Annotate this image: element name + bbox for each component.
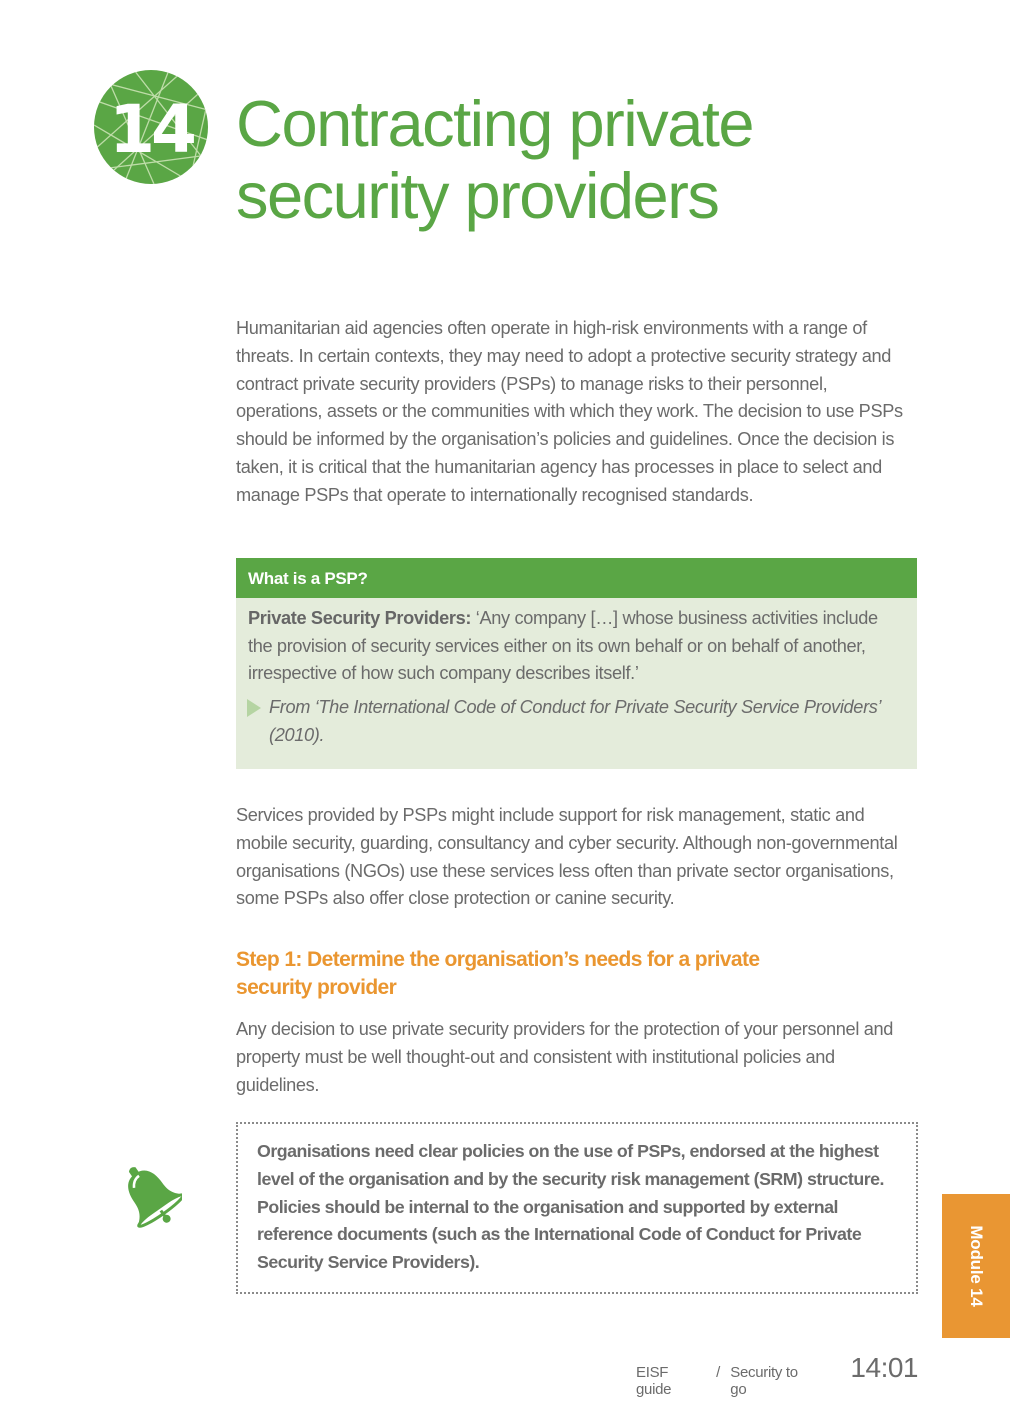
- page-number: 14:01: [850, 1352, 918, 1383]
- footer-guide-name: EISF guide: [636, 1364, 672, 1398]
- psp-source-text: From ‘The International Code of Conduct for Private Security Service Providers’ (2010).: [269, 696, 881, 745]
- important-note-box: [236, 1122, 918, 1294]
- module-tab[interactable]: [942, 1194, 1010, 1338]
- chapter-badge-icon: [94, 70, 208, 184]
- psp-definition: [248, 605, 905, 688]
- psp-source: [269, 693, 905, 749]
- psp-definition-text: ‘Any company […] whose business activities include the provision of security services either on its own behalf or on behalf of another, irrespective of how such company describes itself.’: [248, 608, 878, 684]
- important-note-text: Organisations need clear policies on the use of PSPs, endorsed at the highest level of the organisation and by the security risk management (SRM) structure. Policies should be internal to the organisation and supported by external reference documents (such as the International Code of Conduct for Private Security Service Providers).: [257, 1141, 884, 1273]
- chapter-number-badge: [94, 70, 208, 184]
- services-paragraph: Services provided by PSPs might include support for risk management, static and mobile security, guarding, consultancy and cyber security. Although non-governmental organisations (NGOs) use these services less often than private sector organisations, some PSPs also offer close protection or canine security.: [236, 805, 898, 909]
- step-1-heading: Step 1: Determine the organisation’s needs for a private security provider: [236, 948, 760, 999]
- psp-term: Private Security Providers:: [248, 608, 472, 628]
- module-tab-label: Module 14: [967, 1225, 986, 1307]
- intro-paragraph: Humanitarian aid agencies often operate in high-risk environments with a range of threats. In certain contexts, they may need to adopt a protective security strategy and contract private security providers (PSPs) to manage risks to their personnel, operations, assets or the communities with which they work. The decision to use PSPs should be informed by the organisation’s policies and guidelines. Once the decision is taken, it is critical that the humanitarian agency has processes in place to select and manage PSPs that operate to internationally recognised standards.: [236, 318, 903, 505]
- psp-box-heading: What is a PSP?: [236, 558, 917, 598]
- step-1-paragraph: Any decision to use private security providers for the protection of your personnel and property must be well thought-out and consistent with institutional policies and guidelines.: [236, 1019, 894, 1095]
- title-line-2: security providers: [236, 159, 719, 232]
- page-footer: [636, 1352, 918, 1398]
- triangle-bullet-icon: [247, 699, 261, 717]
- chapter-number: 14: [109, 91, 193, 168]
- title-line-1: Contracting private: [236, 87, 754, 160]
- page-title: [236, 88, 753, 232]
- bell-icon: [118, 1160, 182, 1230]
- footer-separator: /: [716, 1364, 721, 1381]
- footer-series-name: Security to go: [730, 1364, 798, 1398]
- psp-definition-box: [236, 558, 917, 769]
